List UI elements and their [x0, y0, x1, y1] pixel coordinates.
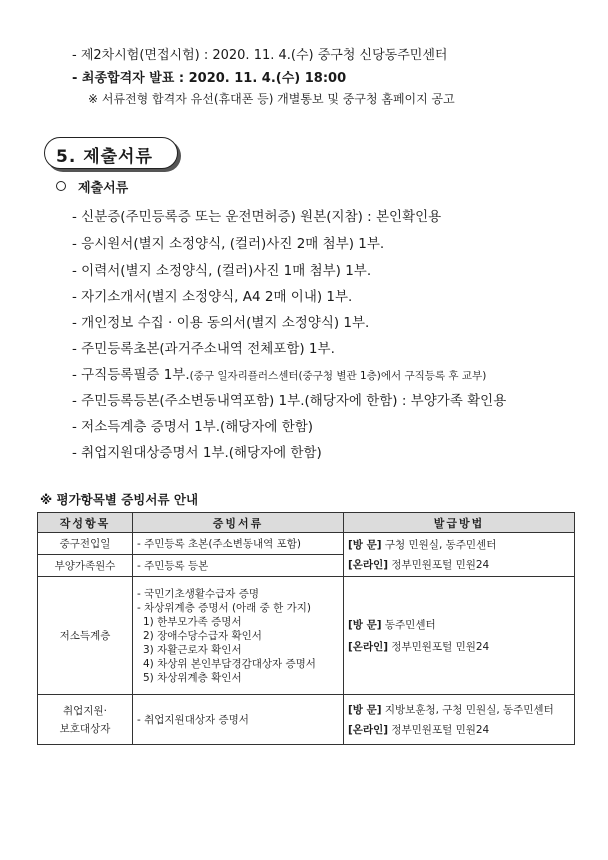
- issue-tag: [방 문]: [348, 538, 382, 551]
- column-header: 증빙서류: [133, 513, 344, 533]
- doc-line: 3) 자활근로자 확인서: [143, 643, 242, 656]
- category-cell: 저소득계층: [38, 577, 133, 695]
- issue-text: 정부민원포털 민원24: [391, 723, 490, 736]
- issue-line: [348, 558, 570, 572]
- table-row: [38, 533, 575, 555]
- final-announcement: - 최종합격자 발표 : 2020. 11. 4.(수) 18:00: [72, 71, 347, 86]
- docs-cell: [133, 577, 344, 695]
- column-header: 작성항목: [38, 513, 133, 533]
- doc-item: - 취업지원대상증명서 1부.(해당자에 한함): [72, 445, 322, 461]
- category-cell: [38, 695, 133, 745]
- doc-line: 5) 차상위계층 확인서: [143, 671, 242, 684]
- interview-schedule: - 제2차시험(면접시험) : 2020. 11. 4.(수) 중구청 신당동주민센터: [72, 48, 448, 63]
- table-header-row: [38, 513, 575, 533]
- issue-tag: [온라인]: [348, 558, 389, 571]
- category-line: 취업지원·: [63, 704, 107, 717]
- doc-item: - 저소득계층 증명서 1부.(해당자에 한함): [72, 419, 314, 435]
- issue-text: 구청 민원실, 동주민센터: [384, 538, 497, 551]
- issue-tag: [온라인]: [348, 723, 389, 736]
- category-cell: 부양가족원수: [38, 555, 133, 577]
- doc-item: - 주민등록초본(과거주소내역 전체포함) 1부.: [72, 341, 335, 357]
- table-heading: ※ 평가항목별 증빙서류 안내: [40, 492, 199, 507]
- issue-text: 정부민원포털 민원24: [391, 558, 490, 571]
- doc-item: - 개인정보 수집 · 이용 동의서(별지 소정양식) 1부.: [72, 315, 370, 331]
- issue-tag: [온라인]: [348, 640, 389, 653]
- doc-item: - 주민등록등본(주소변동내역포함) 1부.(해당자에 한함) : 부양가족 확인용: [72, 393, 507, 409]
- issue-line: [348, 703, 570, 717]
- column-header: 발급방법: [344, 513, 575, 533]
- doc-line: 1) 한부모가족 증명서: [143, 615, 242, 628]
- issue-cell: [344, 695, 575, 745]
- docs-cell: [133, 695, 344, 745]
- docs-cell: [133, 555, 344, 577]
- bullet-circle-icon: [56, 181, 66, 191]
- doc-item-small-note: (중구 일자리플러스센터(중구청 별관 1층)에서 구직등록 후 교부): [189, 370, 487, 382]
- doc-line: 2) 장애수당수급자 확인서: [143, 629, 262, 642]
- issue-line: [348, 640, 570, 654]
- issue-cell: [344, 533, 575, 577]
- issue-line: [348, 538, 570, 552]
- table-row: [38, 695, 575, 745]
- issue-line: [348, 618, 570, 632]
- doc-line: 4) 차상위 본인부담경감대상자 증명서: [143, 657, 316, 670]
- doc-item-job-registration: [72, 363, 486, 383]
- issue-text: 동주민센터: [384, 618, 436, 631]
- doc-line: - 주민등록 초본(주소변동내역 포함): [137, 537, 301, 550]
- issue-text: 정부민원포털 민원24: [391, 640, 490, 653]
- category-cell: 중구전입일: [38, 533, 133, 555]
- evidence-table: [37, 512, 575, 745]
- doc-item: - 자기소개서(별지 소정양식, A4 2매 이내) 1부.: [72, 289, 353, 305]
- category-line: 보호대상자: [59, 722, 111, 735]
- doc-line: - 주민등록 등본: [137, 559, 209, 572]
- table-row: [38, 577, 575, 695]
- issue-text: 지방보훈청, 구청 민원실, 동주민센터: [384, 703, 554, 716]
- notice-note: ※ 서류전형 합격자 유선(휴대폰 등) 개별통보 및 중구청 홈페이지 공고: [88, 92, 455, 106]
- issue-tag: [방 문]: [348, 703, 382, 716]
- doc-line: - 취업지원대상자 증명서: [137, 713, 249, 726]
- docs-cell: [133, 533, 344, 555]
- doc-item-main: - 구직등록필증 1부.: [72, 367, 190, 383]
- issue-line: [348, 723, 570, 737]
- issue-cell: [344, 577, 575, 695]
- doc-item: - 신분증(주민등록증 또는 운전면허증) 원본(지참) : 본인확인용: [72, 209, 442, 225]
- section-title: 5. 제출서류: [56, 147, 153, 167]
- doc-item: - 응시원서(별지 소정양식, (컬러)사진 2매 첨부) 1부.: [72, 236, 385, 252]
- doc-line: - 차상위계층 증명서 (아래 중 한 가지): [137, 601, 312, 614]
- doc-item: - 이력서(별지 소정양식, (컬러)사진 1매 첨부) 1부.: [72, 263, 372, 279]
- issue-tag: [방 문]: [348, 618, 382, 631]
- sub-heading: 제출서류: [78, 181, 129, 196]
- doc-line: - 국민기초생활수급자 증명: [137, 587, 260, 600]
